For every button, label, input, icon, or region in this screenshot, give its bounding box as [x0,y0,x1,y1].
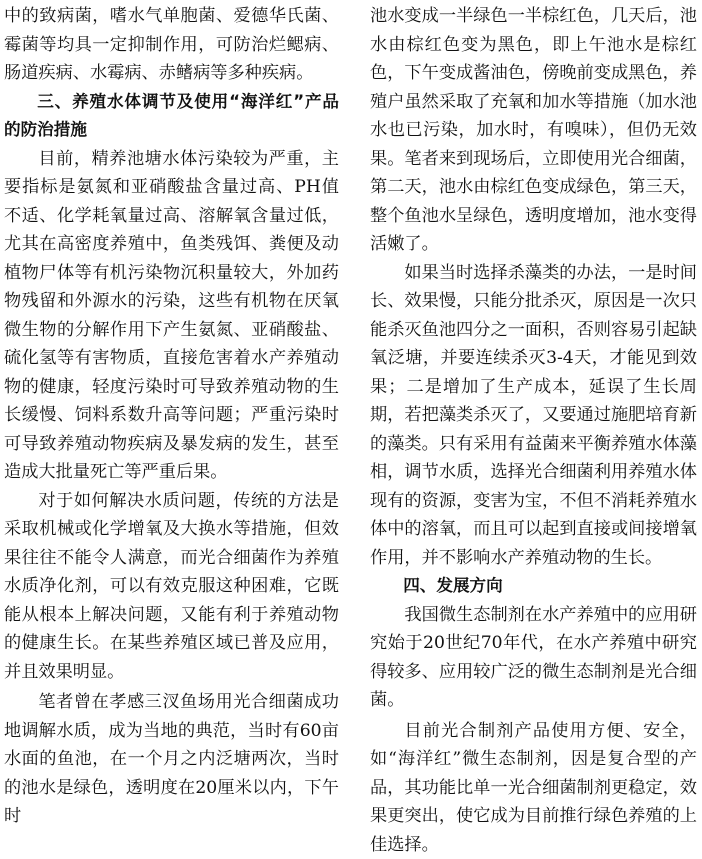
products-paragraph: 目前光合制剂产品使用方便、安全，如“海洋红”微生态制剂，因是复合型的产品，其功能比单一光合细菌制剂更稳定，效果更突出，使它成为目前推行绿色养殖的上佳选择。 [370,717,697,859]
right-column [370,2,697,859]
case-study-continued-paragraph: 池水变成一半绿色一半棕红色，几天后，池水由棕红色变为黑色，即上午池水是棕红色，下午变成酱油色，傍晚前变成黑色，养殖户虽然采取了充氧和加水等措施（加水池水也已污染，加水时，有嗅味），但仍无效果。笔者来到现场后，立即使用光合细菌，第二天，池水由棕红色变成绿色，第三天，整个鱼池水呈绿色，透明度增加，池水变得活嫩了。 [370,2,697,259]
section-3-heading: 三、养殖水体调节及使用“海洋红”产品的防治措施 [4,88,339,145]
section-4-heading: 四、发展方向 [370,572,697,601]
intro-paragraph: 中的致病菌，嗜水气单胞菌、爱德华氏菌、霉菌等均具一定抑制作用，可防治烂鳃病、肠道疾病、水霉病、赤鳍病等多种疾病。 [4,2,339,88]
water-pollution-paragraph: 目前，精养池塘水体污染较为严重，主要指标是氨氮和亚硝酸盐含量过高、PH值不适、化学耗氧量过高、溶解氧含量过低，尤其在高密度养殖中，鱼类残饵、粪便及动植物尸体等有机污染物沉积量较大，外加药物残留和外源水的污染，这些有机物在厌氧微生物的分解作用下产生氨氮、亚硝酸盐、硫化氢等有害物质，直接危害着水产养殖动物的健康，轻度污染时可导致养殖动物的生长缓慢、饲料系数升高等问题；严重污染时可导致养殖动物疾病及暴发病的发生，甚至造成大批量死亡等严重后果。 [4,145,339,487]
case-study-paragraph: 笔者曾在孝感三汊鱼场用光合细菌成功地调解水质，成为当地的典范，当时有60亩水面的鱼池，在一个月之内泛塘两次，当时的池水是绿色，透明度在20厘米以内，下午时 [4,688,339,831]
research-history-paragraph: 我国微生态制剂在水产养殖中的应用研究始于20世纪70年代，在水产养殖中研究得较多、应用较广泛的微生态制剂是光合细菌。 [370,601,697,715]
solution-paragraph: 对于如何解决水质问题，传统的方法是采取机械或化学增氧及大换水等措施，但效果往往不能令人满意，而光合细菌作为养殖水质净化剂，可以有效克服这种困难，它既能从根本上解决问题，又能有利于养殖动物的健康生长。在某些养殖区域已普及应用，并且效果明显。 [4,487,339,687]
algaecide-comparison-paragraph: 如果当时选择杀藻类的办法，一是时间长、效果慢，只能分批杀灭，原因是一次只能杀灭鱼池四分之一面积，否则容易引起缺氧泛塘，并要连续杀灭3-4天，才能见到效果；二是增加了生产成本，延误了生长周期，若把藻类杀灭了，又要通过施肥培育新的藻类。只有采用有益菌来平衡养殖水体藻相，调节水质，选择光合细菌利用养殖水体现有的资源，变害为宝，不但不消耗养殖水体中的溶氧，而且可以起到直接或间接增氧作用，并不影响水产养殖动物的生长。 [370,259,697,573]
left-column [4,2,339,831]
